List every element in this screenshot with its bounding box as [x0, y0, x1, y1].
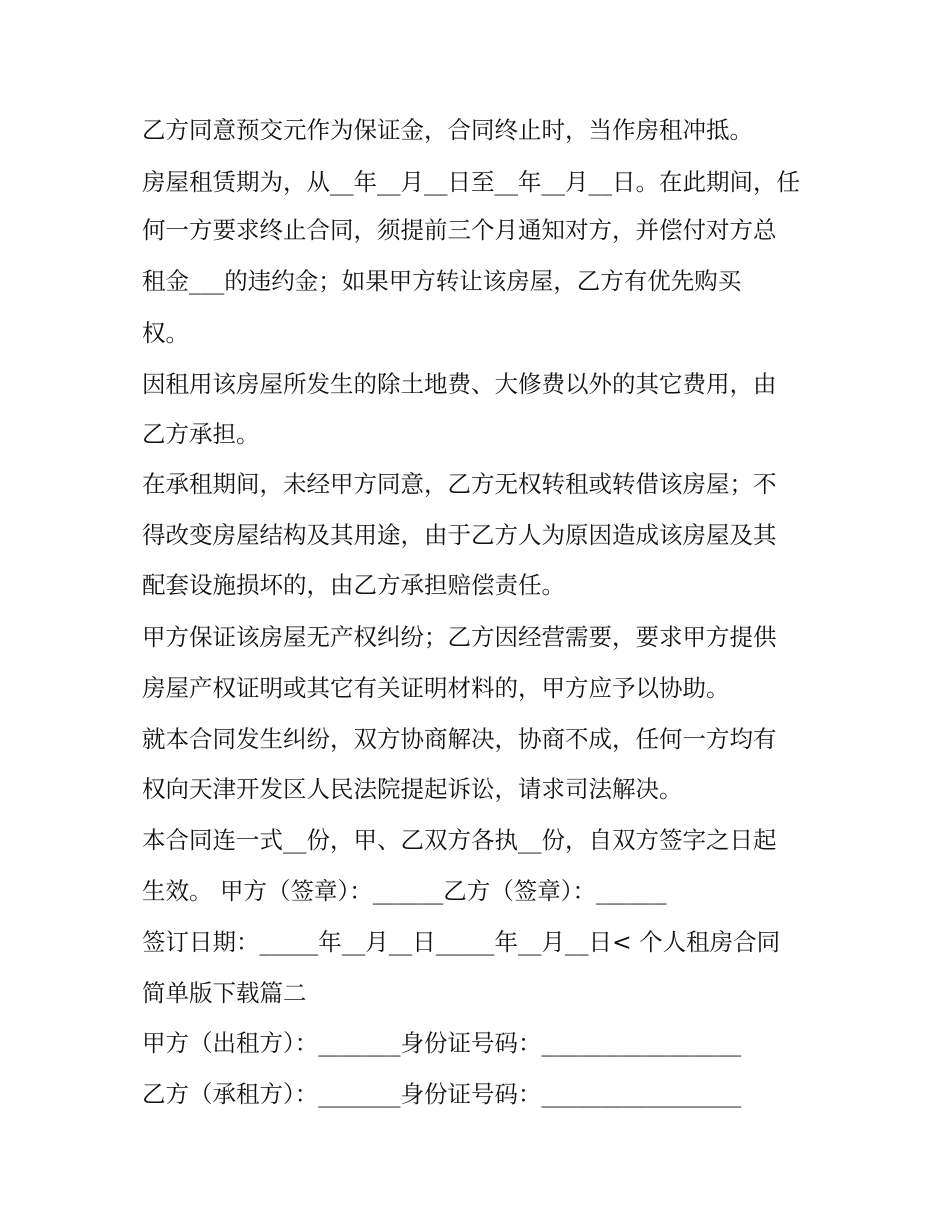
text-line: 甲方（出租方）：_______身份证号码：_________________: [142, 1029, 742, 1057]
text-line: 在承租期间，未经甲方同意，乙方无权转租或转借该房屋；不: [142, 470, 777, 498]
text-line: 房屋租赁期为，从__年__月__日至__年__月__日。在此期间，任: [142, 168, 800, 196]
text-line: 就本合同发生纠纷，双方协商解决，协商不成，任何一方均有: [142, 725, 777, 753]
text-line: 何一方要求终止合同，须提前三个月通知对方，并偿付对方总: [142, 216, 777, 244]
text-line: 乙方承担。: [142, 420, 260, 448]
text-line: 签订日期：_____年__月__日_____年__月__日< 个人租房合同: [142, 928, 781, 956]
text-line: 本合同连一式__份，甲、乙双方各执__份，自双方签字之日起: [142, 826, 777, 854]
text-line: 租金___的违约金；如果甲方转让该房屋，乙方有优先购买: [142, 267, 742, 295]
text-line: 生效。 甲方（签章）：______乙方（签章）：______: [142, 877, 667, 905]
text-line: 配套设施损坏的，由乙方承担赔偿责任。: [142, 571, 565, 599]
text-line: 权向天津开发区人民法院提起诉讼，请求司法解决。: [142, 775, 683, 803]
text-line: 得改变房屋结构及其用途，由于乙方人为原因造成该房屋及其: [142, 521, 777, 549]
text-line: 简单版下载篇二: [142, 979, 307, 1007]
text-line: 权。: [142, 319, 189, 347]
text-line: 房屋产权证明或其它有关证明材料的，甲方应予以协助。: [142, 674, 730, 702]
text-line: 甲方保证该房屋无产权纠纷；乙方因经营需要，要求甲方提供: [142, 623, 777, 651]
text-line: 乙方同意预交元作为保证金，合同终止时，当作房租冲抵。: [142, 116, 753, 144]
text-line: 因租用该房屋所发生的除土地费、大修费以外的其它费用，由: [142, 370, 777, 398]
text-line: 乙方（承租方）：_______身份证号码：_________________: [142, 1080, 742, 1108]
